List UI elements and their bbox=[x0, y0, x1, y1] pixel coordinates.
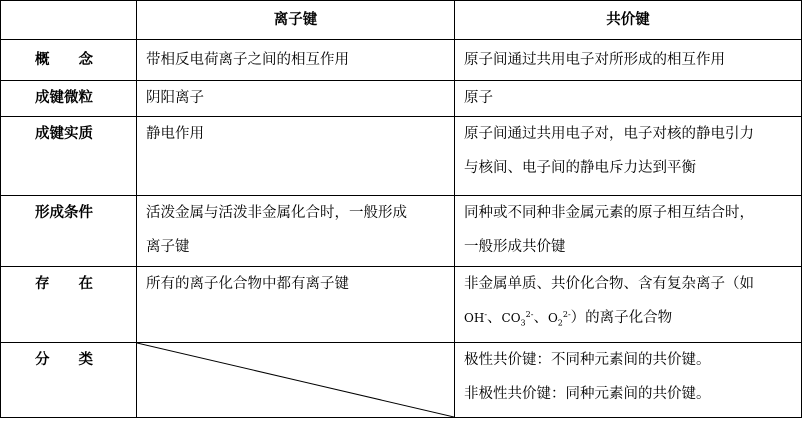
cell-ionic-classification-empty bbox=[137, 343, 455, 418]
cell-text-line: 活泼金属与活泼非金属化合时，一般形成 bbox=[146, 205, 407, 221]
cell-ionic-bonding-particles: 阴阳离子 bbox=[137, 81, 455, 117]
cell-covalent-bonding-essence bbox=[455, 117, 802, 196]
cell-text-line: 同种或不同种非金属元素的原子相互结合时， bbox=[464, 205, 754, 221]
header-row bbox=[1, 1, 802, 40]
ion-peroxide: $O_2^{2-}$ bbox=[547, 310, 571, 328]
ion-hydroxide: OH- bbox=[464, 310, 488, 325]
row-label-concept: 概 念 bbox=[1, 40, 137, 81]
cell-ionic-existence: 所有的离子化合物中都有离子键 bbox=[137, 267, 455, 343]
diagonal-line bbox=[137, 343, 454, 417]
ion-carbonate: $CO_3^{2-}$ bbox=[501, 310, 534, 328]
cell-ionic-concept: 带相反电荷离子之间的相互作用 bbox=[137, 40, 455, 81]
table-row-classification bbox=[1, 343, 802, 418]
header-covalent-bond: 共价键 bbox=[455, 1, 802, 40]
row-label-bonding-particles: 成键微粒 bbox=[1, 81, 137, 117]
cell-text-line: 原子间通过共用电子对，电子对核的静电引力 bbox=[464, 126, 754, 142]
cell-ionic-formation-conditions bbox=[137, 196, 455, 267]
cell-text-line: 离子键 bbox=[146, 239, 190, 255]
table-row-concept bbox=[1, 40, 802, 81]
table-row-formation-conditions bbox=[1, 196, 802, 267]
cell-covalent-formation-conditions bbox=[455, 196, 802, 267]
table-row-existence bbox=[1, 267, 802, 343]
cell-text-line: 一般形成共价键 bbox=[464, 239, 566, 255]
header-ionic-bond: 离子键 bbox=[137, 1, 455, 40]
cell-text-line: 与核间、电子间的静电斥力达到平衡 bbox=[464, 160, 696, 176]
table-row-bonding-essence bbox=[1, 117, 802, 196]
cell-ionic-bonding-essence: 静电作用 bbox=[137, 117, 455, 196]
header-empty-cell bbox=[1, 1, 137, 40]
cell-covalent-concept: 原子间通过共用电子对所形成的相互作用 bbox=[455, 40, 802, 81]
cell-text-line: 非极性共价键：同种元素间的共价键。 bbox=[464, 386, 711, 402]
row-label-existence: 存 在 bbox=[1, 267, 137, 343]
row-label-formation-conditions: 形成条件 bbox=[1, 196, 137, 267]
cell-covalent-existence bbox=[455, 267, 802, 343]
cell-text-line: 非金属单质、共价化合物、含有复杂离子（如 bbox=[464, 276, 754, 292]
cell-text-line: 极性共价键：不同种元素间的共价键。 bbox=[464, 352, 711, 368]
complex-ions-line: OH-、$CO_3^{2-}$、$O_2^{2-}$）的离子化合物 bbox=[464, 310, 673, 328]
row-label-bonding-essence: 成键实质 bbox=[1, 117, 137, 196]
table-row-bonding-particles bbox=[1, 81, 802, 117]
cell-covalent-classification bbox=[455, 343, 802, 418]
row-label-classification: 分 类 bbox=[1, 343, 137, 418]
cell-covalent-bonding-particles: 原子 bbox=[455, 81, 802, 117]
